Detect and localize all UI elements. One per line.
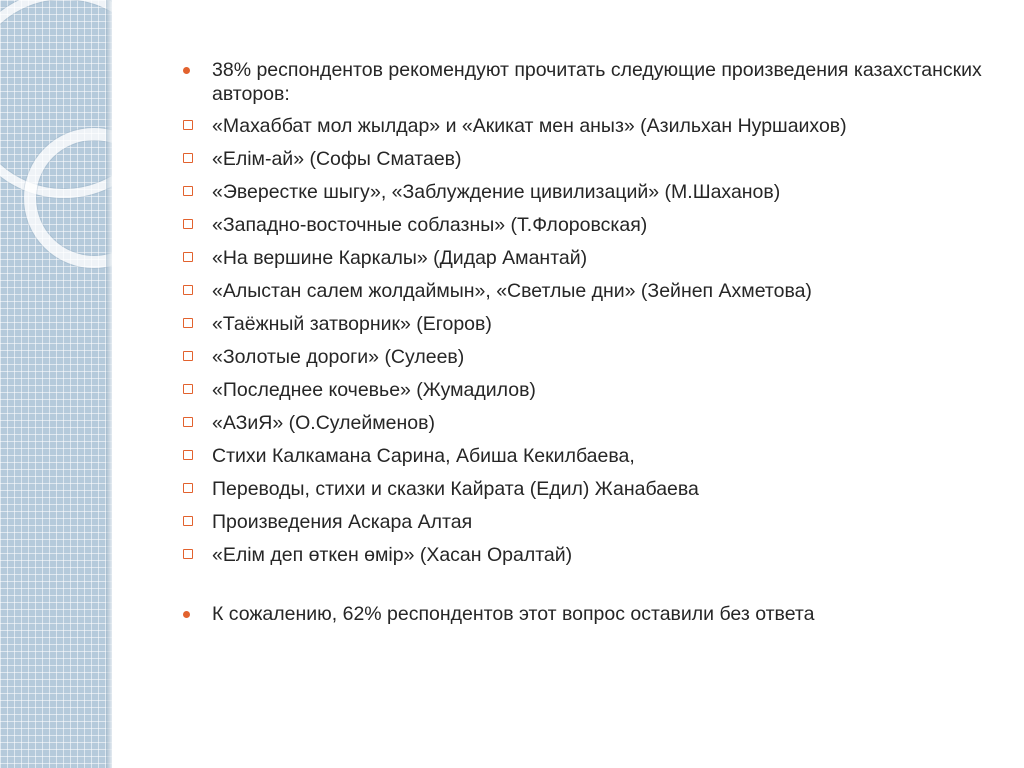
book-list-item: Произведения Аскара Алтая xyxy=(182,510,982,534)
intro-bullet: 38% респондентов рекомендуют прочитать следующие произведения казахстанских авторов: xyxy=(182,58,982,106)
book-list-item: «На вершине Каркалы» (Дидар Амантай) xyxy=(182,246,982,270)
book-list-item: «Елім деп өткен өмір» (Хасан Оралтай) xyxy=(182,543,982,567)
spacer xyxy=(182,576,982,602)
book-list-item: «Елім-ай» (Софы Сматаев) xyxy=(182,147,982,171)
side-panel-edge xyxy=(106,0,112,768)
book-list-item: «АЗиЯ» (О.Сулейменов) xyxy=(182,411,982,435)
conclusion-bullet: К сожалению, 62% респондентов этот вопрос оставили без ответа xyxy=(182,602,982,626)
book-list-item: Переводы, стихи и сказки Кайрата (Едил) Жанабаева xyxy=(182,477,982,501)
book-list-item: «Махаббат мол жылдар» и «Акикат мен аныз» (Азильхан Нуршаихов) xyxy=(182,114,982,138)
book-list-item: «Алыстан салем жолдаймын», «Светлые дни» (Зейнеп Ахметова) xyxy=(182,279,982,303)
decorative-side-panel xyxy=(0,0,112,768)
book-list-item: Стихи Калкамана Сарина, Абиша Кекилбаева, xyxy=(182,444,982,468)
slide-content xyxy=(182,58,982,634)
book-list-item: «Западно-восточные соблазны» (Т.Флоровская) xyxy=(182,213,982,237)
book-list-item: «Золотые дороги» (Сулеев) xyxy=(182,345,982,369)
book-list-item: «Эверестке шыгу», «Заблуждение цивилизаций» (М.Шаханов) xyxy=(182,180,982,204)
book-list-item: «Последнее кочевье» (Жумадилов) xyxy=(182,378,982,402)
book-list-item: «Таёжный затворник» (Егоров) xyxy=(182,312,982,336)
